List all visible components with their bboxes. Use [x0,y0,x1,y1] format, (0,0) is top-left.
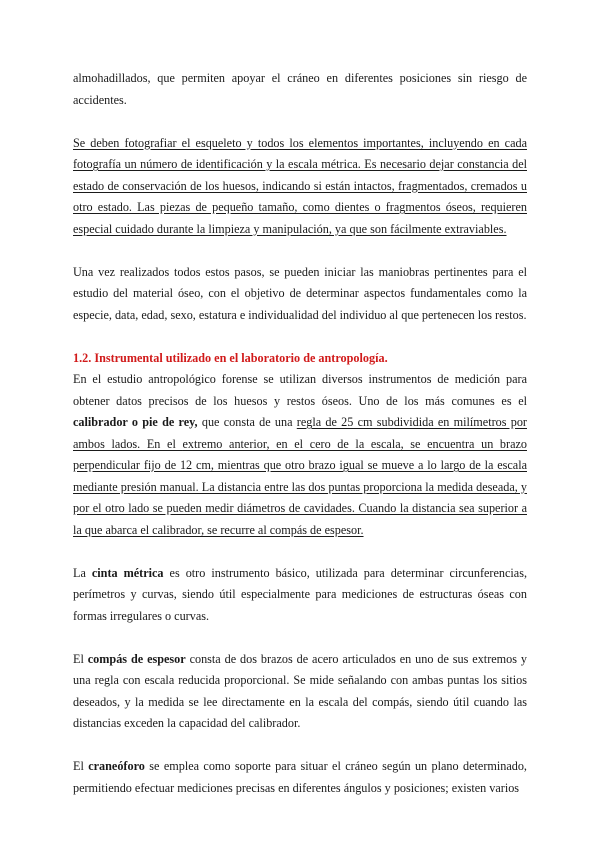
paragraph-compas-espesor [73,649,527,735]
paragraph-photography [73,133,527,241]
text-run: El [73,651,88,666]
section-heading: 1.2. Instrumental utilizado en el laboratorio de antropología. [73,350,388,365]
text-run: La [73,565,92,580]
text-run: El [73,759,89,773]
text-run: se emplea como soporte para situar el cráneo según un plano determinado, permitiendo efectuar mediciones precisas en diferentes ángulos y posiciones; existen varios [73,759,527,795]
term-calibrador: calibrador o pie de rey, [73,415,198,429]
spacer [73,735,527,757]
spacer [73,627,527,649]
spacer [73,541,527,563]
paragraph-craneoforo [73,756,527,799]
underlined-text: extremo anterior, en el cero de la escala, se encuentra un brazo perpendicular fijo de 12 cm, mientras que otro brazo igual se mueve a lo largo de la escala mediante presión manual. La distancia entre las dos puntas proporciona la medida deseada, y por el otro lado se pueden medir diámetros de cavidades. Cuando la distancia sea superior a la que abarca el calibrador, se recurre al compás de espesor. [73,436,527,537]
spacer [73,240,527,262]
term-compas-espesor: compás de espesor [87,651,186,666]
text-run: En el estudio antropológico forense se utilizan diversos instrumentos de medición para obtener datos precisos de los huesos y restos óseos. Uno de los más comunes es el [73,372,527,408]
spacer [73,326,527,348]
term-cinta-metrica: cinta métrica [91,565,164,580]
underlined-text: Se deben fotografiar el esqueleto y todos los elementos importantes, incluyendo en cada fotografía un número de identificación y la escala métrica. Es necesario dejar constancia del estado de conservación de los huesos, indicando si están intactos, fragmentados, cremados u otro estado. Las piezas de pequeño tamaño, como dientes o fragmentos óseos, requieren especial cuidado durante la limpieza y manipulación, ya que son fácilmente extraviables. [73,135,527,236]
paragraph-cranium-support: almohadillados, que permiten apoyar el cráneo en diferentes posiciones sin riesgo de accidentes. [73,71,527,107]
text-run: que consta de una [197,415,297,429]
spacer [73,111,527,133]
underlined-text: regla de 25 cm subdividida en milímetros por ambos lados. En el [73,415,527,451]
paragraph-study-steps: Una vez realizados todos estos pasos, se pueden iniciar las maniobras pertinentes para el estudio del material óseo, con el objetivo de determinar aspectos fundamentales como la especie, data, edad, sexo, estatura e individualidad del individuo al que pertenecen los restos. [73,264,527,322]
text-run: consta de dos brazos de acero articulados en uno de sus extremos y una regla con escala reducida proporcional. Se mide señalando con ambas puntas los sitios deseados, y la medida se lee directamente en la escala del compás, siendo útil cuando las distancias exceden la capacidad del calibrador. [73,651,527,730]
paragraph-calibrador [73,369,527,541]
text-run: es otro instrumento básico, utilizada para determinar circunferencias, perímetros y curvas, siendo útil especialmente para mediciones de estructuras óseas con formas irregulares o curvas. [73,565,527,623]
paragraph-cinta-metrica [73,563,527,628]
term-craneoforo: craneóforo [88,759,145,773]
